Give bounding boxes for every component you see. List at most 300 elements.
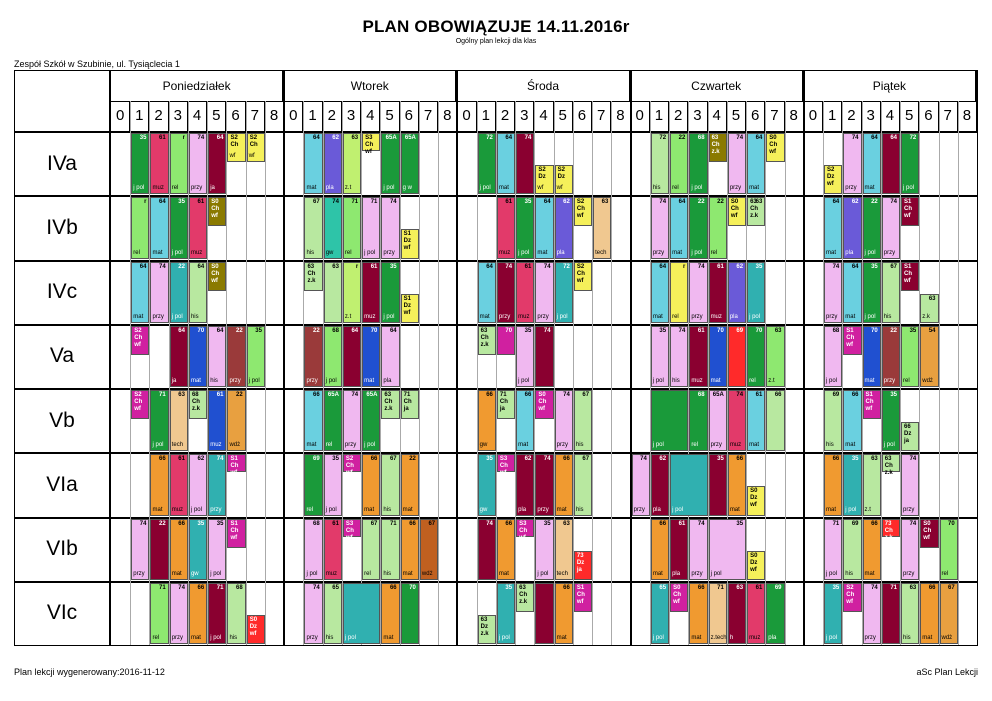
lesson-cell[interactable]	[478, 326, 496, 355]
lesson-cell[interactable]	[689, 583, 707, 644]
room-number: 74	[486, 520, 493, 527]
lesson-cell[interactable]	[843, 519, 861, 580]
lesson-cell[interactable]	[343, 133, 361, 194]
day-header: Poniedziałek	[111, 71, 284, 101]
lesson-cell[interactable]	[747, 326, 765, 387]
lesson-cell[interactable]	[131, 390, 149, 419]
room-number: 66	[563, 456, 570, 463]
room-number: 65	[332, 584, 339, 591]
lesson-cell[interactable]	[401, 583, 419, 644]
lesson-cell[interactable]	[170, 454, 188, 515]
lesson-cell[interactable]	[478, 519, 496, 580]
lesson-cell[interactable]	[555, 262, 573, 323]
room-number: 61	[755, 584, 763, 591]
subject-label: muz	[364, 313, 376, 320]
lesson-cell[interactable]	[670, 454, 707, 515]
lesson-cell[interactable]	[843, 454, 861, 515]
lesson-cell[interactable]	[343, 519, 361, 541]
lesson-cell[interactable]	[555, 165, 573, 194]
room-number: 70	[409, 584, 416, 591]
lesson-cell[interactable]	[843, 262, 861, 323]
lesson-cell[interactable]	[150, 454, 168, 515]
lesson-cell[interactable]	[227, 326, 245, 387]
lesson-cell[interactable]	[824, 326, 842, 387]
subject-label: j pol	[710, 570, 722, 577]
lesson-cell[interactable]	[555, 197, 573, 258]
lesson-cell[interactable]	[901, 519, 919, 580]
lesson-cell[interactable]	[343, 262, 361, 323]
lesson-cell[interactable]	[170, 583, 188, 644]
lesson-cell[interactable]	[401, 229, 419, 258]
lesson-cell[interactable]	[189, 454, 207, 515]
lesson-cell[interactable]	[189, 262, 207, 323]
lesson-cell[interactable]	[516, 133, 534, 194]
lesson-cell[interactable]	[824, 519, 842, 580]
group-label: S3 Ch wf	[519, 520, 528, 541]
lesson-cell[interactable]	[227, 390, 245, 451]
lesson-cell[interactable]	[131, 262, 149, 323]
lesson-cell[interactable]	[401, 519, 419, 580]
lesson-cell[interactable]	[651, 390, 688, 451]
subject-label: przy	[229, 378, 241, 384]
lesson-cell[interactable]	[574, 551, 592, 580]
lesson-cell[interactable]	[343, 197, 361, 258]
lesson-cell[interactable]	[150, 390, 168, 451]
lesson-cell[interactable]	[362, 262, 380, 323]
lesson-cell[interactable]	[651, 262, 669, 323]
lesson-cell[interactable]	[324, 197, 342, 258]
subject-label: mat	[710, 378, 721, 384]
room-number: 61	[755, 392, 763, 398]
lesson-cell[interactable]	[824, 197, 842, 258]
lesson-cell[interactable]	[208, 197, 226, 226]
subject-label: rel	[672, 313, 679, 320]
lesson-cell[interactable]	[401, 133, 419, 194]
period-number: 1	[823, 101, 842, 131]
lesson-cell[interactable]	[882, 262, 900, 323]
lesson-cell[interactable]	[882, 583, 900, 644]
period-number: 8	[438, 101, 457, 131]
lesson-cell[interactable]	[535, 390, 553, 419]
lesson-cell[interactable]	[401, 390, 419, 419]
lesson-cell[interactable]	[574, 583, 592, 612]
group-label: 63 Ch z.k	[711, 135, 720, 155]
lesson-cell[interactable]	[324, 519, 342, 580]
lesson-cell[interactable]	[497, 133, 515, 194]
lesson-cell[interactable]	[535, 454, 553, 515]
lesson-cell[interactable]	[709, 262, 727, 323]
lesson-cell[interactable]	[497, 262, 515, 323]
subject-label: pla	[518, 506, 527, 513]
lesson-cell[interactable]	[324, 454, 342, 515]
lesson-cell[interactable]	[304, 197, 322, 258]
lesson-cell[interactable]	[574, 262, 592, 291]
room-number: 74	[159, 263, 166, 270]
lesson-cell[interactable]	[131, 197, 149, 258]
lesson-cell[interactable]	[728, 326, 746, 387]
lesson-cell[interactable]	[574, 390, 592, 451]
lesson-cell[interactable]	[747, 583, 765, 644]
lesson-cell[interactable]	[689, 519, 707, 580]
subject-label: tech	[595, 249, 607, 256]
lesson-cell[interactable]	[535, 197, 553, 258]
lesson-cell[interactable]	[574, 197, 592, 226]
lesson-cell[interactable]	[747, 551, 765, 580]
lesson-cell[interactable]	[709, 454, 727, 515]
period-number: 7	[419, 101, 438, 131]
lesson-cell[interactable]	[208, 519, 226, 580]
lesson-cell[interactable]	[901, 326, 919, 387]
lesson-cell[interactable]	[170, 262, 188, 323]
lesson-cell[interactable]	[709, 197, 727, 258]
subject-label: his	[575, 506, 584, 513]
lesson-cell[interactable]	[901, 422, 919, 451]
room-number: 22	[178, 263, 185, 270]
room-number: 71	[890, 584, 897, 591]
lesson-cell[interactable]	[170, 326, 188, 387]
lesson-cell[interactable]	[709, 519, 746, 580]
lesson-cell[interactable]	[882, 390, 900, 451]
lesson-cell[interactable]	[555, 454, 573, 515]
lesson-cell[interactable]	[131, 326, 149, 355]
lesson-cell[interactable]	[863, 133, 881, 194]
lesson-cell[interactable]	[497, 197, 515, 258]
lesson-cell[interactable]	[535, 262, 553, 323]
lesson-cell[interactable]	[747, 133, 765, 194]
lesson-cell[interactable]	[304, 133, 322, 194]
lesson-cell[interactable]	[843, 583, 861, 612]
lesson-cell[interactable]	[497, 390, 515, 419]
lesson-cell[interactable]	[863, 262, 881, 323]
subject-label: mat	[864, 378, 875, 384]
lesson-cell[interactable]	[882, 326, 900, 387]
lesson-cell[interactable]	[901, 197, 919, 226]
lesson-cell[interactable]	[651, 519, 669, 580]
lesson-cell[interactable]	[381, 390, 399, 419]
lesson-cell[interactable]	[728, 197, 746, 226]
lesson-cell[interactable]	[208, 583, 226, 644]
lesson-cell[interactable]	[516, 197, 534, 258]
lesson-cell[interactable]	[362, 390, 380, 451]
room-number: 66	[505, 520, 513, 527]
class-label: VIb	[15, 517, 111, 581]
lesson-cell[interactable]	[381, 326, 399, 387]
lesson-cell[interactable]	[766, 390, 784, 451]
lesson-cell[interactable]	[131, 133, 149, 194]
lesson-cell[interactable]	[709, 390, 727, 451]
lesson-cell[interactable]	[920, 583, 938, 644]
lesson-cell[interactable]	[362, 197, 380, 258]
lesson-cell[interactable]	[728, 262, 746, 323]
subject-label: muz	[749, 635, 761, 641]
lesson-cell[interactable]	[689, 197, 707, 258]
lesson-cell[interactable]	[362, 519, 380, 580]
lesson-cell[interactable]	[843, 133, 861, 194]
lesson-cell[interactable]	[747, 262, 765, 323]
lesson-cell[interactable]	[304, 454, 322, 515]
lesson-cell[interactable]	[863, 454, 881, 515]
lesson-cell[interactable]	[247, 326, 265, 387]
subject-label: mat	[152, 249, 163, 256]
lesson-cell[interactable]	[863, 583, 881, 644]
lesson-cell[interactable]	[343, 454, 361, 477]
lesson-cell[interactable]	[227, 454, 245, 477]
lesson-cell[interactable]	[555, 583, 573, 644]
lesson-cell[interactable]	[709, 326, 727, 387]
lesson-cell[interactable]	[478, 454, 496, 515]
room-number: r	[144, 199, 147, 206]
lesson-cell[interactable]	[651, 197, 669, 258]
period-number: 0	[457, 101, 476, 131]
lesson-cell[interactable]	[555, 519, 573, 580]
lesson-cell[interactable]	[728, 583, 746, 644]
lesson-cell[interactable]	[901, 262, 919, 291]
lesson-cell[interactable]	[227, 519, 245, 548]
lesson-cell[interactable]	[362, 326, 380, 387]
subject-label: his	[672, 378, 680, 384]
lesson-cell[interactable]	[824, 165, 842, 194]
lesson-cell[interactable]	[516, 390, 534, 451]
lesson-cell[interactable]	[150, 583, 168, 644]
lesson-cell[interactable]	[651, 133, 669, 194]
lesson-cell[interactable]	[843, 326, 861, 355]
lesson-cell[interactable]	[478, 133, 496, 194]
lesson-cell[interactable]	[324, 326, 342, 387]
room-number: 64	[351, 327, 359, 334]
lesson-cell[interactable]	[747, 486, 765, 515]
lesson-cell[interactable]	[882, 454, 900, 477]
subject-label: rel	[672, 185, 679, 192]
lesson-cell[interactable]	[882, 197, 900, 258]
lesson-cell[interactable]	[689, 326, 707, 387]
lesson-cell[interactable]	[882, 519, 900, 541]
lesson-cell[interactable]	[670, 133, 688, 194]
lesson-cell[interactable]	[381, 454, 399, 515]
lesson-cell[interactable]	[208, 133, 226, 194]
lesson-cell[interactable]	[709, 133, 727, 162]
lesson-cell[interactable]	[516, 262, 534, 323]
lesson-cell[interactable]	[497, 583, 515, 644]
lesson-cell[interactable]	[920, 326, 938, 387]
lesson-cell[interactable]	[189, 390, 207, 419]
lesson-cell[interactable]	[189, 519, 207, 580]
lesson-cell[interactable]	[670, 197, 688, 258]
subject-label: pla	[729, 313, 738, 320]
lesson-cell[interactable]	[208, 326, 226, 387]
lesson-cell[interactable]	[189, 197, 207, 258]
lesson-cell[interactable]	[304, 390, 322, 451]
lesson-cell[interactable]	[670, 262, 688, 323]
lesson-cell[interactable]	[227, 133, 245, 162]
lesson-cell[interactable]	[381, 583, 399, 644]
lesson-cell[interactable]	[247, 615, 265, 644]
lesson-cell[interactable]	[728, 133, 746, 194]
lesson-cell[interactable]	[324, 583, 342, 644]
subject-label: rel	[306, 506, 314, 513]
lesson-cell[interactable]	[170, 197, 188, 258]
lesson-cell[interactable]	[362, 133, 380, 155]
lesson-cell[interactable]	[689, 133, 707, 194]
lesson-cell[interactable]	[343, 326, 361, 387]
lesson-cell[interactable]	[728, 454, 746, 515]
lesson-cell[interactable]	[189, 326, 207, 387]
subject-label: z.tech	[710, 635, 727, 641]
lesson-cell[interactable]	[324, 262, 342, 323]
lesson-cell[interactable]	[304, 262, 322, 291]
lesson-cell[interactable]	[901, 583, 919, 644]
period-number: 4	[361, 101, 380, 131]
subject-label: przy	[152, 313, 164, 320]
lesson-cell[interactable]	[940, 519, 958, 580]
lesson-cell[interactable]	[208, 454, 226, 515]
room-number: 61	[216, 392, 224, 398]
lesson-cell[interactable]	[247, 133, 265, 162]
room-number: 71	[351, 199, 359, 206]
lesson-cell[interactable]	[689, 390, 707, 451]
subject-label: z.k	[922, 313, 930, 320]
lesson-cell[interactable]	[208, 390, 226, 451]
subject-label: mat	[306, 442, 317, 449]
lesson-cell[interactable]	[535, 326, 553, 387]
subject-label: mat	[672, 249, 683, 256]
lesson-cell[interactable]	[150, 262, 168, 323]
lesson-cell[interactable]	[747, 390, 765, 451]
subject-label: j pol	[133, 185, 145, 192]
lesson-cell[interactable]	[882, 133, 900, 194]
room-number: 66	[928, 584, 936, 591]
lesson-cell[interactable]	[497, 519, 515, 580]
subject-label: przy	[633, 506, 645, 513]
lesson-cell[interactable]	[478, 262, 496, 323]
lesson-cell[interactable]	[208, 262, 226, 291]
lesson-cell[interactable]	[150, 197, 168, 258]
lesson-cell[interactable]	[343, 390, 361, 451]
footer-software: aSc Plan Lekcji	[916, 667, 978, 677]
lesson-cell[interactable]	[747, 197, 765, 226]
subject-label: mat	[402, 506, 413, 513]
lesson-cell[interactable]	[189, 583, 207, 644]
lesson-cell[interactable]	[516, 454, 534, 515]
lesson-cell[interactable]	[689, 262, 707, 323]
lesson-cell[interactable]	[401, 294, 419, 323]
lesson-cell[interactable]	[920, 294, 938, 323]
subject-label: mat	[383, 635, 394, 641]
lesson-cell[interactable]	[516, 519, 534, 541]
lesson-cell[interactable]	[863, 390, 881, 419]
lesson-cell[interactable]	[651, 326, 669, 387]
lesson-cell[interactable]	[189, 133, 207, 194]
lesson-cell[interactable]	[497, 454, 515, 477]
lesson-cell[interactable]	[824, 454, 842, 515]
lesson-cell[interactable]	[343, 583, 380, 644]
lesson-cell[interactable]	[901, 133, 919, 194]
lesson-cell[interactable]	[401, 454, 419, 515]
lesson-cell[interactable]	[824, 583, 842, 644]
room-number: 68	[697, 135, 705, 141]
room-number: 64	[139, 263, 147, 270]
lesson-cell[interactable]	[478, 390, 496, 451]
lesson-cell[interactable]	[304, 583, 322, 644]
lesson-cell[interactable]	[381, 519, 399, 580]
lesson-cell[interactable]	[920, 519, 938, 548]
lesson-cell[interactable]	[670, 583, 688, 612]
lesson-cell[interactable]	[593, 197, 611, 258]
lesson-cell[interactable]	[651, 454, 669, 515]
lesson-cell[interactable]	[863, 197, 881, 258]
lesson-cell[interactable]	[478, 615, 496, 644]
period-number: 3	[862, 101, 881, 131]
lesson-cell[interactable]	[843, 390, 861, 451]
lesson-cell[interactable]	[863, 519, 881, 580]
lesson-cell[interactable]	[766, 583, 784, 644]
subject-label: przy	[306, 635, 318, 641]
lesson-cell[interactable]	[131, 519, 149, 580]
lesson-cell[interactable]	[497, 326, 515, 355]
lesson-cell[interactable]	[863, 326, 881, 387]
lesson-cell[interactable]	[150, 519, 168, 580]
lesson-cell[interactable]	[381, 262, 399, 323]
lesson-cell[interactable]	[632, 454, 650, 515]
lesson-cell[interactable]	[170, 133, 188, 194]
room-number: 71	[159, 392, 166, 398]
period-number: 1	[303, 101, 322, 131]
lesson-cell[interactable]	[362, 454, 380, 515]
lesson-cell[interactable]	[420, 519, 438, 580]
lesson-cell[interactable]	[535, 165, 553, 194]
lesson-cell[interactable]	[535, 583, 553, 644]
lesson-cell[interactable]	[304, 519, 322, 580]
lesson-cell[interactable]	[651, 583, 669, 644]
lesson-cell[interactable]	[170, 390, 188, 451]
lesson-cell[interactable]	[940, 583, 958, 644]
subject-label: j pol	[518, 249, 530, 256]
period-number: 7	[765, 101, 784, 131]
class-label: IVb	[15, 195, 111, 259]
lesson-cell[interactable]	[555, 390, 573, 451]
room-number: 35	[197, 520, 205, 527]
lesson-cell[interactable]	[766, 326, 784, 387]
lesson-cell[interactable]	[324, 133, 342, 194]
group-label: S0 Dz wf	[750, 552, 758, 573]
lesson-cell[interactable]	[227, 583, 245, 644]
room-number: r	[182, 135, 185, 141]
room-number: 74	[543, 263, 551, 270]
lesson-cell[interactable]	[170, 519, 188, 580]
room-number: 74	[640, 456, 647, 463]
lesson-cell[interactable]	[824, 390, 842, 451]
lesson-cell[interactable]	[381, 197, 399, 258]
lesson-cell[interactable]	[824, 262, 842, 323]
lesson-cell[interactable]	[670, 519, 688, 580]
lesson-cell[interactable]	[709, 583, 727, 644]
lesson-cell[interactable]	[324, 390, 342, 451]
lesson-cell[interactable]	[766, 133, 784, 162]
lesson-cell[interactable]	[516, 326, 534, 387]
lesson-cell[interactable]	[728, 390, 746, 451]
lesson-cell[interactable]	[381, 133, 399, 194]
room-number: 66	[851, 392, 859, 398]
lesson-cell[interactable]	[535, 519, 553, 580]
lesson-cell[interactable]	[574, 454, 592, 515]
lesson-cell[interactable]	[150, 133, 168, 194]
room-number: 61	[697, 327, 705, 334]
lesson-cell[interactable]	[304, 326, 322, 387]
lesson-cell[interactable]	[516, 583, 534, 612]
group-label: S1 Ch wf	[904, 263, 913, 284]
lesson-cell[interactable]	[901, 454, 919, 515]
lesson-cell[interactable]	[670, 326, 688, 387]
lesson-cell[interactable]	[843, 197, 861, 258]
